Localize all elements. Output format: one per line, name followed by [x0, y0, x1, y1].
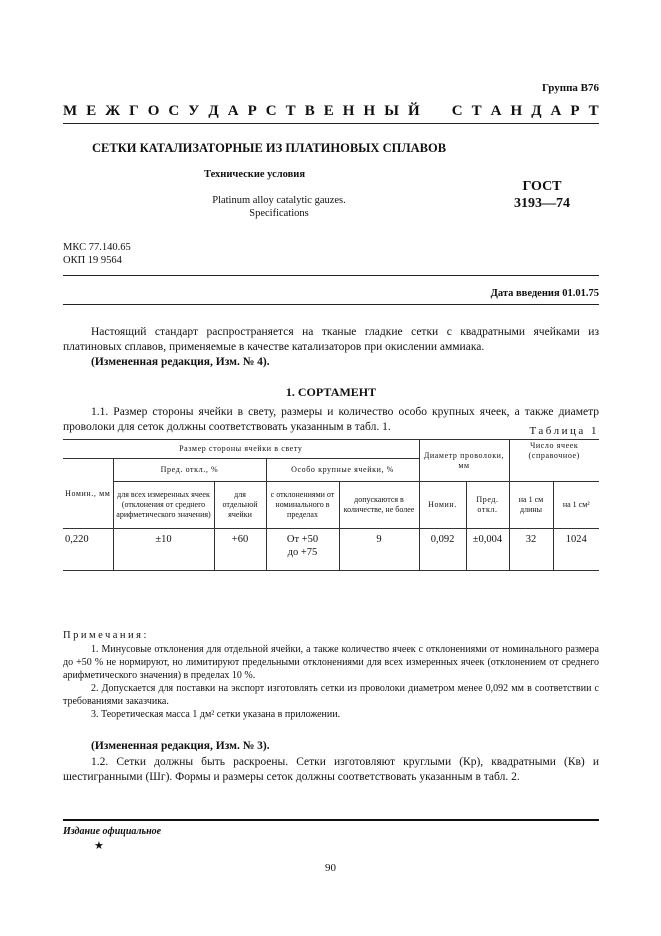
- cell-deviation: [266, 529, 339, 571]
- section-heading: 1. СОРТАМЕНТ: [285, 385, 377, 399]
- header-nominal: Номин., мм: [63, 459, 113, 529]
- banner-letter: С: [168, 103, 180, 119]
- banner-letter: Г: [129, 103, 139, 119]
- star-icon: ★: [94, 840, 104, 852]
- header-diameter: Диаметр проволоки, мм: [419, 440, 509, 482]
- notes-block: [63, 629, 599, 721]
- cell-nominal: 0,220: [63, 529, 113, 571]
- intro-paragraph: [63, 325, 599, 355]
- classification-codes: [63, 241, 131, 267]
- edition-label: Издание официальное: [63, 826, 162, 837]
- cell-diameter-nominal: 0,092: [419, 529, 466, 571]
- english-title-line: Platinum alloy catalytic gauzes.: [212, 195, 346, 206]
- document-title: СЕТКИ КАТАЛИЗАТОРНЫЕ ИЗ ПЛАТИНОВЫХ СПЛАВОВ: [92, 141, 447, 155]
- banner-letter: О: [147, 103, 160, 119]
- banner-letter: Д: [531, 103, 542, 119]
- document-subtitle: Технические условия: [204, 169, 306, 180]
- banner-letter: Е: [86, 103, 97, 119]
- footer-rule: [63, 819, 599, 821]
- page-number: 90: [325, 862, 336, 874]
- english-title: [204, 194, 354, 220]
- banner-letter: Н: [342, 103, 355, 119]
- paragraph-1-1-text: 1.1. Размер стороны ячейки в свету, размеры и количество особо крупных ячеек, а также диаметр проволоки для сеток должны соответствовать указанным в табл. 1.: [63, 406, 599, 433]
- banner-letter: Е: [323, 103, 334, 119]
- introduction-date: [491, 288, 599, 299]
- banner-letter: Ы: [384, 103, 399, 119]
- date-value: 01.01.75: [562, 288, 599, 299]
- banner-letter: Д: [208, 103, 219, 119]
- gost-designation: [510, 178, 574, 212]
- cell-tol-all: ±10: [113, 529, 214, 571]
- note-item: 2. Допускается для поставки на экспорт изготовлять сетки из проволоки диаметром менее 0,092 мм в соответствии с требованиями заказчика.: [63, 683, 599, 707]
- paragraph-1-1: [63, 405, 599, 435]
- header-deviation: с отклонениями от номинального в пределах: [266, 482, 339, 529]
- date-label: Дата введения: [490, 288, 560, 299]
- table-caption: Таблица 1: [529, 425, 599, 437]
- table-row: [63, 529, 599, 571]
- banner-letter: Т: [285, 103, 296, 119]
- cell-allowed: 9: [339, 529, 419, 571]
- paragraph-1-2: [63, 755, 599, 785]
- header-single-cell: для отдельной ячейки: [214, 482, 266, 529]
- banner-letter: Р: [247, 103, 257, 119]
- group-code: Группа В76: [541, 82, 599, 94]
- header-all-cells: для всех измеренных ячеек (отклонения от среднего арифметического значения): [113, 482, 214, 529]
- banner-letter: А: [490, 103, 502, 119]
- banner-letter: С: [451, 103, 463, 119]
- banner-letter: Н: [510, 103, 523, 119]
- header-diameter-tolerance: Пред. откл.: [466, 482, 509, 529]
- banner-letter: А: [227, 103, 239, 119]
- header-size: Размер стороны ячейки в свету: [63, 440, 419, 459]
- banner-letter: М: [63, 103, 78, 119]
- header-per-cm: на 1 см длины: [509, 482, 553, 529]
- notes-heading: Примечания:: [63, 630, 149, 641]
- gost-number: 3193—74: [514, 196, 570, 211]
- header-large-cells: Особо крупные ячейки, %: [266, 459, 419, 482]
- change-note-3: (Измененная редакция, Изм. № 3).: [91, 740, 270, 752]
- banner-letter: А: [550, 103, 562, 119]
- cell-deviation-line: От +50: [286, 534, 319, 545]
- header-per-cm2: на 1 см²: [553, 482, 599, 529]
- banner-letter: Й: [407, 103, 420, 119]
- okp-code: ОКП 19 9564: [63, 255, 122, 266]
- change-note-4: (Измененная редакция, Изм. № 4).: [91, 356, 270, 368]
- cell-diameter-tolerance: ±0,004: [466, 529, 509, 571]
- banner-letter: С: [265, 103, 277, 119]
- mks-code: МКС 77.140.65: [63, 242, 131, 253]
- cell-tol-single: +60: [214, 529, 266, 571]
- note-item: 3. Теоретическая масса 1 дм² сетки указана в приложении.: [91, 709, 341, 720]
- banner-rule: [63, 123, 599, 124]
- table-1: [63, 439, 599, 571]
- cell-per-cm: 32: [509, 529, 553, 571]
- banner-gap: [429, 103, 443, 120]
- standard-banner: [63, 103, 599, 120]
- note-item: 1. Минусовые отклонения для отдельной ячейки, а также количество ячеек с отклонениями от номинального размера до +50 % не нормируют, но лимитируют предельными отклонениями для всех измеренных ячеек (отклонением от среднего арифметического значения) в пределах 10 %.: [63, 644, 599, 681]
- banner-letter: Р: [570, 103, 580, 119]
- banner-letter: Н: [363, 103, 376, 119]
- header-diameter-nominal: Номин.: [419, 482, 466, 529]
- english-title-line: Specifications: [249, 208, 309, 219]
- header-tolerance: Пред. откл., %: [113, 459, 266, 482]
- date-rule: [63, 304, 599, 305]
- header-allowed: допускаются в количестве, не более: [339, 482, 419, 529]
- banner-letter: В: [304, 103, 315, 119]
- banner-letter: Т: [588, 103, 599, 119]
- banner-letter: Т: [471, 103, 482, 119]
- cell-deviation-line: до +75: [287, 547, 318, 558]
- cell-per-cm2: 1024: [553, 529, 599, 571]
- gost-label: ГОСТ: [522, 179, 562, 194]
- banner-letter: Ж: [105, 103, 121, 119]
- header-count: Число ячеек (справочное): [509, 440, 599, 482]
- banner-letter: У: [188, 103, 200, 119]
- codes-rule: [63, 275, 599, 276]
- paragraph-1-2-text: 1.2. Сетки должны быть раскроены. Сетки изготовляют круглыми (Кр), квадратными (Кв) и шестигранными (Шг). Формы и размеры сеток должны соответствовать указанным в табл. 2.: [63, 756, 599, 783]
- intro-text: Настоящий стандарт распространяется на тканые гладкие сетки с квадратными ячейками из платиновых сплавов, применяемые в качестве катализаторов при окислении аммиака.: [63, 326, 599, 353]
